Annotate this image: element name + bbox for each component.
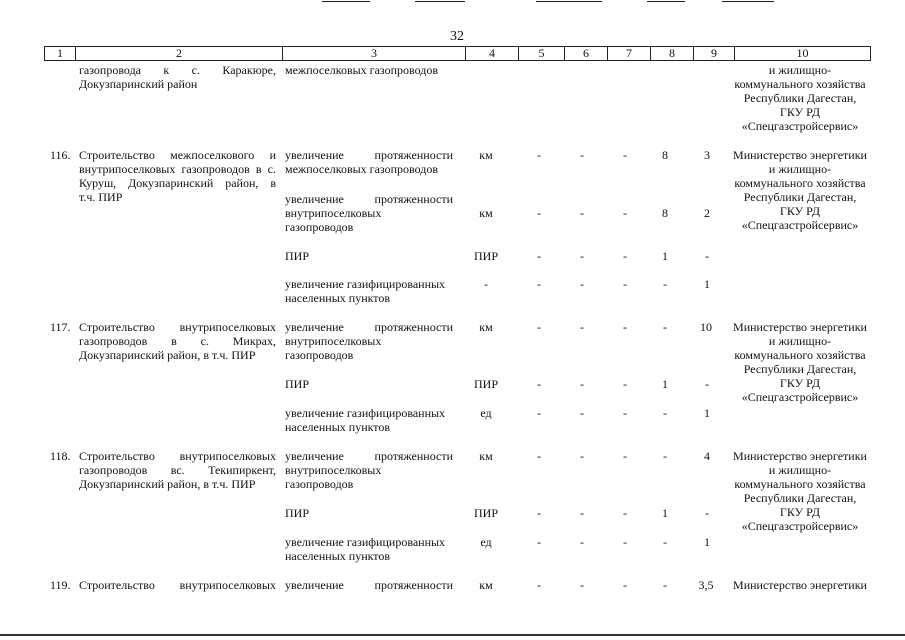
indicator	[285, 277, 453, 305]
org-line: коммунального хозяйства	[734, 348, 866, 362]
unit-cell: км	[479, 578, 493, 592]
unit-cell: км	[479, 148, 493, 162]
indicator: ПИР	[285, 506, 310, 520]
row-name-line: Докузпаринский район, в т.ч. ПИР	[79, 348, 256, 362]
org-line: и жилищно-	[768, 63, 832, 77]
value-cell-9: 10	[700, 320, 712, 334]
value-cell-9: 1	[704, 406, 710, 420]
col-header-3: 3	[283, 47, 466, 61]
org-line: «Спецгазстройсервис»	[741, 519, 859, 533]
indicator-line: газопроводов	[285, 348, 354, 362]
org-line: Министерство энергетики	[733, 320, 867, 334]
unit-cell: км	[479, 320, 493, 334]
value-cell-8: 1	[662, 506, 668, 520]
value-cell-6: -	[580, 449, 584, 463]
indicator-line: внутрипоселковых	[285, 206, 382, 220]
col-header-2: 2	[76, 47, 283, 61]
indicator-line: увеличение протяженности	[285, 148, 453, 162]
row-org	[728, 449, 872, 533]
col-header-7: 7	[608, 47, 651, 61]
col-header-1: 1	[45, 47, 76, 61]
value-cell-9: 3	[704, 148, 710, 162]
value-cell-7: -	[623, 377, 627, 391]
page-number: 32	[450, 29, 464, 44]
scan-line-top-3	[536, 1, 602, 2]
indicator: ПИР	[285, 249, 310, 263]
col-header-10: 10	[735, 47, 871, 61]
value-cell-5: -	[537, 506, 541, 520]
value-cell-9: -	[705, 249, 709, 263]
scan-line-top-2	[415, 1, 465, 2]
cont-name-line: газопровода к с. Каракюре,	[79, 63, 276, 77]
value-cell-5: -	[537, 206, 541, 220]
value-cell-6: -	[580, 377, 584, 391]
value-cell-7: -	[623, 206, 627, 220]
row-number: 117.	[50, 320, 71, 334]
col-header-6: 6	[565, 47, 608, 61]
indicator-line: газопроводов	[285, 477, 354, 491]
indicator-line: увеличение газифицированных	[285, 535, 446, 549]
org-line: «Спецгазстройсервис»	[741, 218, 859, 232]
row-name-line: Строительство межпоселкового и	[79, 148, 276, 162]
value-cell-7: -	[623, 578, 627, 592]
org-line: «Спецгазстройсервис»	[741, 119, 859, 133]
indicator-line: увеличение протяженности	[285, 320, 453, 334]
row-org: Министерство энергетики	[733, 578, 867, 592]
cont-indicator: межпоселковых газопроводов	[285, 63, 439, 77]
value-cell-9: 1	[704, 535, 710, 549]
value-cell-7: -	[623, 277, 627, 291]
scan-line-top-5	[722, 1, 774, 2]
org-line: ГКУ РД	[779, 105, 821, 119]
value-cell-9: 1	[704, 277, 710, 291]
value-cell-8: -	[663, 277, 667, 291]
org-line: и жилищно-	[768, 334, 832, 348]
unit-cell: км	[479, 449, 493, 463]
value-cell-7: -	[623, 320, 627, 334]
value-cell-5: -	[537, 578, 541, 592]
unit-cell: ПИР	[473, 377, 498, 391]
indicator: ПИР	[285, 377, 310, 391]
value-cell-6: -	[580, 578, 584, 592]
col-header-4: 4	[466, 47, 519, 61]
row-name	[79, 148, 276, 204]
value-cell-5: -	[537, 449, 541, 463]
indicator-line: увеличение протяженности	[285, 192, 453, 206]
org-line: и жилищно-	[768, 162, 832, 176]
indicator-line: межпоселковых газопроводов	[285, 162, 439, 176]
row-name-line: Строительство внутрипоселковых	[79, 578, 276, 592]
indicator-line: населенных пунктов	[285, 549, 391, 563]
org-line: ГКУ РД	[779, 204, 821, 218]
value-cell-7: -	[623, 148, 627, 162]
row-name-line: газопроводов в с. Микрах,	[79, 334, 276, 348]
value-cell-8: 1	[662, 249, 668, 263]
scan-line-top-4	[647, 1, 685, 2]
indicator	[285, 192, 453, 234]
value-cell-5: -	[537, 535, 541, 549]
row-number: 116.	[50, 148, 71, 162]
org-line: коммунального хозяйства	[734, 77, 866, 91]
row-org	[728, 148, 872, 232]
col-header-9: 9	[694, 47, 735, 61]
value-cell-5: -	[537, 320, 541, 334]
value-cell-9: -	[705, 506, 709, 520]
col-header-5: 5	[519, 47, 565, 61]
row-name	[79, 320, 276, 362]
indicator-line: увеличение протяженности	[285, 578, 453, 592]
org-line: Республики Дагестан,	[743, 362, 857, 376]
cont-name-line: Докузпаринский район	[79, 77, 198, 91]
col-header-8: 8	[651, 47, 694, 61]
indicator	[285, 148, 453, 176]
indicator-line: увеличение протяженности	[285, 449, 453, 463]
indicator	[285, 406, 453, 434]
value-cell-5: -	[537, 148, 541, 162]
indicator	[285, 535, 453, 563]
value-cell-7: -	[623, 535, 627, 549]
value-cell-6: -	[580, 406, 584, 420]
value-cell-6: -	[580, 206, 584, 220]
value-cell-5: -	[537, 249, 541, 263]
unit-cell: ПИР	[473, 506, 498, 520]
row-number: 119.	[50, 578, 71, 592]
row-name-line: Докузпаринский район, в т.ч. ПИР	[79, 477, 256, 491]
org-line: «Спецгазстройсервис»	[741, 390, 859, 404]
value-cell-7: -	[623, 506, 627, 520]
value-cell-5: -	[537, 406, 541, 420]
org-line: и жилищно-	[768, 463, 832, 477]
value-cell-9: 3,5	[698, 578, 714, 592]
value-cell-7: -	[623, 249, 627, 263]
row-org	[728, 320, 872, 404]
row-name-line: Куруш, Докузпаринский район, в	[79, 176, 276, 190]
scan-line-bottom	[0, 634, 905, 636]
indicator-line: увеличение газифицированных	[285, 277, 446, 291]
value-cell-8: -	[663, 449, 667, 463]
value-cell-8: -	[663, 535, 667, 549]
value-cell-9: 4	[704, 449, 710, 463]
row-name	[79, 449, 276, 491]
indicator-line: увеличение газифицированных	[285, 406, 446, 420]
indicator	[285, 320, 453, 362]
indicator-line: населенных пунктов	[285, 420, 391, 434]
org-line: ГКУ РД	[779, 505, 821, 519]
row-number: 118.	[50, 449, 71, 463]
indicator-line: внутрипоселковых	[285, 463, 382, 477]
value-cell-6: -	[580, 535, 584, 549]
org-line: ГКУ РД	[779, 376, 821, 390]
row-name-line: газопроводов вс. Текипиркент,	[79, 463, 276, 477]
indicator-line: газопроводов	[285, 220, 354, 234]
unit-cell: -	[484, 277, 488, 291]
org-line: коммунального хозяйства	[734, 477, 866, 491]
org-line: Республики Дагестан,	[743, 190, 857, 204]
value-cell-8: -	[663, 320, 667, 334]
value-cell-8: -	[663, 406, 667, 420]
unit-cell: км	[479, 206, 493, 220]
scan-line-top-1	[322, 1, 370, 2]
value-cell-9: -	[705, 377, 709, 391]
value-cell-8: 8	[662, 206, 668, 220]
value-cell-5: -	[537, 277, 541, 291]
unit-cell: ПИР	[473, 249, 498, 263]
org-line: Республики Дагестан,	[743, 91, 857, 105]
value-cell-8: -	[663, 578, 667, 592]
value-cell-5: -	[537, 377, 541, 391]
value-cell-6: -	[580, 277, 584, 291]
column-header-row	[44, 46, 871, 61]
org-line: Министерство энергетики	[733, 449, 867, 463]
value-cell-6: -	[580, 320, 584, 334]
unit-cell: ед	[480, 535, 492, 549]
org-line: Министерство энергетики	[733, 148, 867, 162]
cont-name	[79, 63, 276, 91]
value-cell-7: -	[623, 406, 627, 420]
value-cell-8: 1	[662, 377, 668, 391]
value-cell-6: -	[580, 506, 584, 520]
value-cell-6: -	[580, 148, 584, 162]
unit-cell: ед	[480, 406, 492, 420]
value-cell-6: -	[580, 249, 584, 263]
indicator-line: населенных пунктов	[285, 291, 391, 305]
row-name-line: внутрипоселковых газопроводов в с.	[79, 162, 276, 176]
row-name-line: Строительство внутрипоселковых	[79, 320, 276, 334]
value-cell-7: -	[623, 449, 627, 463]
indicator-line: внутрипоселковых	[285, 334, 382, 348]
row-name	[79, 578, 276, 592]
cont-org	[728, 63, 872, 133]
row-name-line: т.ч. ПИР	[79, 190, 123, 204]
value-cell-8: 8	[662, 148, 668, 162]
indicator	[285, 449, 453, 491]
row-name-line: Строительство внутрипоселковых	[79, 449, 276, 463]
org-line: Республики Дагестан,	[743, 491, 857, 505]
org-line: коммунального хозяйства	[734, 176, 866, 190]
value-cell-9: 2	[704, 206, 710, 220]
indicator	[285, 578, 453, 592]
